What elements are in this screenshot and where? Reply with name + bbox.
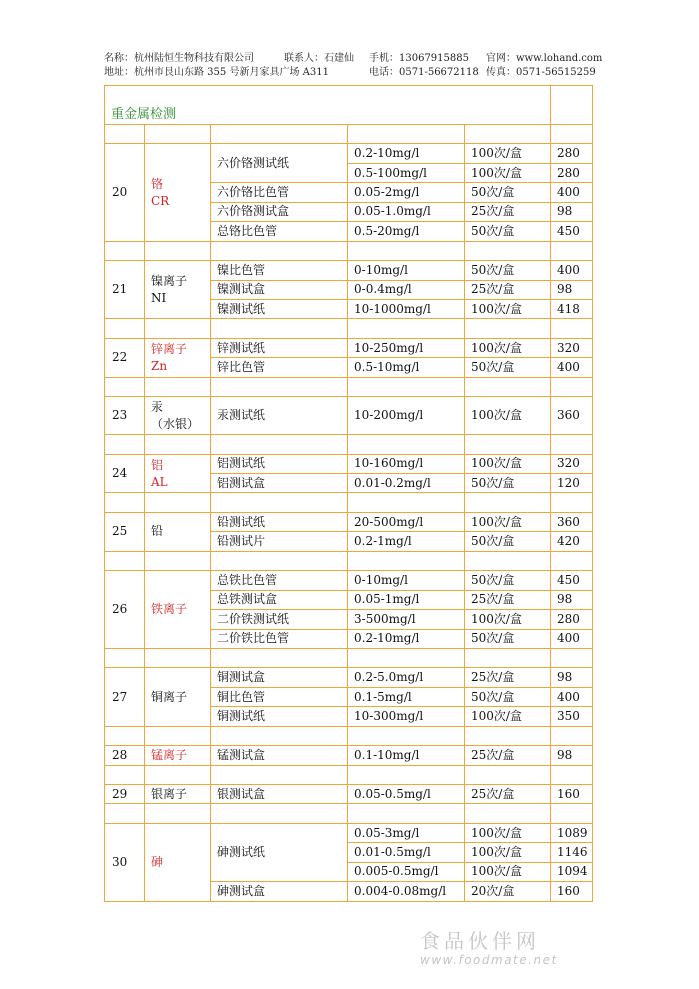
address: 地址：杭州市艮山东路 355 号新月家具广场 A311: [104, 67, 329, 78]
price: 350: [551, 707, 593, 726]
price: 420: [551, 532, 593, 551]
element-name-line: AL: [151, 474, 168, 489]
price: 320: [551, 338, 593, 357]
section-title-row: [105, 86, 593, 125]
table-row: [105, 454, 593, 473]
empty-cell: [145, 435, 211, 454]
price: 320: [551, 454, 593, 473]
package-size: 50次/盒: [465, 222, 551, 241]
empty-cell: [211, 765, 348, 784]
empty-cell: [211, 726, 348, 745]
product-name: 镍比色管: [211, 261, 348, 280]
table-row: [105, 144, 593, 163]
empty-cell: [551, 86, 593, 125]
product-name: 二价铁比色管: [211, 629, 348, 648]
price: 98: [551, 280, 593, 299]
spacer-row: [105, 435, 593, 454]
price: 280: [551, 163, 593, 182]
product-name: 锌测试纸: [211, 338, 348, 357]
price: 400: [551, 687, 593, 706]
empty-cell: [105, 319, 145, 338]
item-number: 20: [105, 144, 145, 241]
spacer-row: [105, 319, 593, 338]
spacer-row: [105, 125, 593, 144]
empty-cell: [551, 551, 593, 570]
package-size: 50次/盒: [465, 358, 551, 377]
price: 400: [551, 358, 593, 377]
heavy-metal-test-table: [104, 85, 593, 902]
price: 400: [551, 261, 593, 280]
detection-range: 10-200mg/l: [348, 397, 465, 435]
package-size: 100次/盒: [465, 843, 551, 862]
empty-cell: [348, 493, 465, 512]
product-name: 铅测试片: [211, 532, 348, 551]
phone-number: 电话：0571-56672118: [369, 67, 479, 78]
detection-range: 0.01-0.2mg/l: [348, 474, 465, 493]
empty-cell: [551, 493, 593, 512]
empty-cell: [551, 765, 593, 784]
element-name-line: Zn: [151, 358, 168, 373]
item-number: 30: [105, 823, 145, 901]
product-name: 砷测试纸: [211, 823, 348, 881]
empty-cell: [145, 765, 211, 784]
empty-cell: [105, 125, 145, 144]
item-number: 27: [105, 668, 145, 726]
detection-range: 0.2-10mg/l: [348, 629, 465, 648]
element-name-line: 锌离子: [151, 341, 188, 356]
empty-cell: [211, 551, 348, 570]
empty-cell: [551, 726, 593, 745]
empty-cell: [551, 125, 593, 144]
package-size: 100次/盒: [465, 707, 551, 726]
product-name: 铜测试纸: [211, 707, 348, 726]
detection-range: 0.01-0.5mg/l: [348, 843, 465, 862]
spacer-row: [105, 241, 593, 260]
table-row: [105, 823, 593, 842]
product-name: 镍测试纸: [211, 299, 348, 318]
table-row: [105, 571, 593, 590]
empty-cell: [211, 319, 348, 338]
product-name: 锰测试盒: [211, 746, 348, 765]
detection-range: 0-10mg/l: [348, 571, 465, 590]
element-name-line: 锰离子: [151, 747, 188, 762]
empty-cell: [145, 319, 211, 338]
detection-range: 20-500mg/l: [348, 512, 465, 531]
price: 418: [551, 299, 593, 318]
empty-cell: [145, 648, 211, 667]
element-name-line: 银离子: [151, 786, 188, 801]
product-name: 银测试盒: [211, 785, 348, 804]
table-row: [105, 261, 593, 280]
detection-range: 0.004-0.08mg/l: [348, 882, 465, 901]
empty-cell: [105, 804, 145, 823]
price: 160: [551, 785, 593, 804]
product-name: 锌比色管: [211, 358, 348, 377]
empty-cell: [465, 125, 551, 144]
detection-range: 0.5-100mg/l: [348, 163, 465, 182]
detection-range: 0.5-10mg/l: [348, 358, 465, 377]
element-name: [145, 512, 211, 551]
product-name: 铅测试纸: [211, 512, 348, 531]
company-name: 名称：杭州陆恒生物科技有限公司: [104, 53, 254, 64]
package-size: 25次/盒: [465, 280, 551, 299]
element-name-line: （水银）: [151, 416, 200, 431]
empty-cell: [348, 319, 465, 338]
empty-cell: [551, 648, 593, 667]
empty-cell: [348, 804, 465, 823]
element-name-line: 铁离子: [151, 602, 188, 617]
table-row: [105, 512, 593, 531]
empty-cell: [348, 765, 465, 784]
table-row: [105, 785, 593, 804]
empty-cell: [211, 377, 348, 396]
table-row: [105, 668, 593, 687]
price: 1089: [551, 823, 593, 842]
table-row: [105, 746, 593, 765]
product-name: 铜测试盒: [211, 668, 348, 687]
empty-cell: [145, 551, 211, 570]
spacer-row: [105, 377, 593, 396]
product-name: 六价铬测试盒: [211, 202, 348, 221]
empty-cell: [465, 377, 551, 396]
price: 450: [551, 571, 593, 590]
mobile-number: 手机：13067915885: [369, 53, 469, 64]
price: 98: [551, 746, 593, 765]
item-number: 28: [105, 746, 145, 765]
element-name-line: NI: [151, 290, 167, 305]
empty-cell: [145, 377, 211, 396]
detection-range: 10-250mg/l: [348, 338, 465, 357]
empty-cell: [551, 377, 593, 396]
package-size: 50次/盒: [465, 532, 551, 551]
empty-cell: [105, 765, 145, 784]
detection-range: 0.1-10mg/l: [348, 746, 465, 765]
package-size: 25次/盒: [465, 590, 551, 609]
product-name: 六价铬测试纸: [211, 144, 348, 183]
price: 98: [551, 590, 593, 609]
detection-range: 0.05-3mg/l: [348, 823, 465, 842]
detection-range: 0.1-5mg/l: [348, 687, 465, 706]
empty-cell: [145, 493, 211, 512]
product-name: 铝测试纸: [211, 454, 348, 473]
package-size: 25次/盒: [465, 668, 551, 687]
empty-cell: [348, 551, 465, 570]
product-name: 汞测试纸: [211, 397, 348, 435]
empty-cell: [105, 551, 145, 570]
package-size: 100次/盒: [465, 397, 551, 435]
empty-cell: [211, 435, 348, 454]
package-size: 25次/盒: [465, 785, 551, 804]
item-number: 29: [105, 785, 145, 804]
package-size: 100次/盒: [465, 454, 551, 473]
item-number: 26: [105, 571, 145, 649]
spacer-row: [105, 551, 593, 570]
empty-cell: [551, 804, 593, 823]
price: 1146: [551, 843, 593, 862]
element-name-line: 铅: [151, 524, 164, 539]
empty-cell: [465, 319, 551, 338]
empty-cell: [551, 435, 593, 454]
empty-cell: [145, 726, 211, 745]
package-size: 100次/盒: [465, 512, 551, 531]
package-size: 25次/盒: [465, 746, 551, 765]
empty-cell: [145, 804, 211, 823]
table-row: [105, 397, 593, 435]
empty-cell: [465, 493, 551, 512]
package-size: 50次/盒: [465, 474, 551, 493]
element-name-line: 砷: [151, 854, 164, 869]
price: 98: [551, 202, 593, 221]
empty-cell: [211, 804, 348, 823]
detection-range: 0.2-10mg/l: [348, 144, 465, 163]
empty-cell: [551, 319, 593, 338]
price: 280: [551, 144, 593, 163]
element-name: [145, 261, 211, 319]
detection-range: 10-160mg/l: [348, 454, 465, 473]
empty-cell: [348, 435, 465, 454]
detection-range: 0.05-0.5mg/l: [348, 785, 465, 804]
element-name: [145, 823, 211, 901]
package-size: 100次/盒: [465, 862, 551, 881]
spacer-row: [105, 726, 593, 745]
empty-cell: [348, 377, 465, 396]
empty-cell: [348, 125, 465, 144]
spacer-row: [105, 765, 593, 784]
package-size: 100次/盒: [465, 163, 551, 182]
detection-range: 0-0.4mg/l: [348, 280, 465, 299]
spacer-row: [105, 804, 593, 823]
element-name-line: 汞: [151, 399, 164, 414]
empty-cell: [348, 241, 465, 260]
empty-cell: [465, 551, 551, 570]
empty-cell: [551, 241, 593, 260]
detection-range: 10-1000mg/l: [348, 299, 465, 318]
product-name: 砷测试盒: [211, 882, 348, 901]
empty-cell: [105, 241, 145, 260]
watermark: [420, 929, 590, 967]
package-size: 50次/盒: [465, 687, 551, 706]
price: 400: [551, 183, 593, 202]
detection-range: 0.05-1.0mg/l: [348, 202, 465, 221]
price: 360: [551, 512, 593, 531]
element-name: [145, 144, 211, 241]
empty-cell: [465, 648, 551, 667]
package-size: 50次/盒: [465, 571, 551, 590]
element-name: [145, 668, 211, 726]
product-name: 总铁比色管: [211, 571, 348, 590]
detection-range: 0.05-2mg/l: [348, 183, 465, 202]
empty-cell: [211, 493, 348, 512]
detection-range: 3-500mg/l: [348, 610, 465, 629]
detection-range: 0.5-20mg/l: [348, 222, 465, 241]
watermark-url: www.foodmate.net: [420, 953, 558, 967]
element-name: [145, 571, 211, 649]
website[interactable]: 官网：www.lohand.com: [486, 53, 603, 64]
empty-cell: [211, 648, 348, 667]
price: 1094: [551, 862, 593, 881]
empty-cell: [348, 648, 465, 667]
detection-range: 10-300mg/l: [348, 707, 465, 726]
detection-range: 0-10mg/l: [348, 261, 465, 280]
section-title: 重金属检测: [105, 86, 551, 125]
price: 98: [551, 668, 593, 687]
package-size: 100次/盒: [465, 299, 551, 318]
empty-cell: [211, 241, 348, 260]
table-row: [105, 338, 593, 357]
element-name: [145, 746, 211, 765]
empty-cell: [105, 435, 145, 454]
spacer-row: [105, 493, 593, 512]
product-name: 铝测试盒: [211, 474, 348, 493]
detection-range: 0.2-5.0mg/l: [348, 668, 465, 687]
detection-range: 0.005-0.5mg/l: [348, 862, 465, 881]
spacer-row: [105, 648, 593, 667]
element-name: [145, 338, 211, 377]
empty-cell: [105, 493, 145, 512]
item-number: 21: [105, 261, 145, 319]
element-name-line: CR: [151, 193, 170, 208]
product-name: 总铁测试盒: [211, 590, 348, 609]
product-name: 总铬比色管: [211, 222, 348, 241]
detection-range: 0.2-1mg/l: [348, 532, 465, 551]
empty-cell: [105, 377, 145, 396]
empty-cell: [145, 241, 211, 260]
price: 120: [551, 474, 593, 493]
empty-cell: [465, 765, 551, 784]
item-number: 22: [105, 338, 145, 377]
price: 160: [551, 882, 593, 901]
empty-cell: [465, 435, 551, 454]
detection-range: 0.05-1mg/l: [348, 590, 465, 609]
product-name: 二价铁测试纸: [211, 610, 348, 629]
package-size: 100次/盒: [465, 144, 551, 163]
empty-cell: [145, 125, 211, 144]
element-name-line: 铜离子: [151, 689, 188, 704]
empty-cell: [465, 726, 551, 745]
element-name-line: 铬: [151, 176, 164, 191]
empty-cell: [211, 125, 348, 144]
package-size: 100次/盒: [465, 823, 551, 842]
product-name: 铜比色管: [211, 687, 348, 706]
empty-cell: [105, 648, 145, 667]
empty-cell: [465, 241, 551, 260]
contact-person: 联系人：石建仙: [284, 53, 354, 64]
item-number: 25: [105, 512, 145, 551]
element-name-line: 铝: [151, 457, 164, 472]
element-name: [145, 397, 211, 435]
item-number: 24: [105, 454, 145, 493]
watermark-name: 食品伙伴网: [420, 929, 540, 953]
item-number: 23: [105, 397, 145, 435]
empty-cell: [105, 726, 145, 745]
fax-number: 传真：0571-56515259: [486, 67, 596, 78]
package-size: 50次/盒: [465, 261, 551, 280]
package-size: 20次/盒: [465, 882, 551, 901]
package-size: 50次/盒: [465, 183, 551, 202]
price: 400: [551, 629, 593, 648]
package-size: 25次/盒: [465, 202, 551, 221]
product-name: 镍测试盒: [211, 280, 348, 299]
product-name: 六价铬比色管: [211, 183, 348, 202]
price: 280: [551, 610, 593, 629]
price: 360: [551, 397, 593, 435]
empty-cell: [348, 726, 465, 745]
price: 450: [551, 222, 593, 241]
element-name-line: 镍离子: [151, 273, 188, 288]
empty-cell: [465, 804, 551, 823]
package-size: 50次/盒: [465, 629, 551, 648]
element-name: [145, 454, 211, 493]
package-size: 100次/盒: [465, 338, 551, 357]
element-name: [145, 785, 211, 804]
package-size: 100次/盒: [465, 610, 551, 629]
